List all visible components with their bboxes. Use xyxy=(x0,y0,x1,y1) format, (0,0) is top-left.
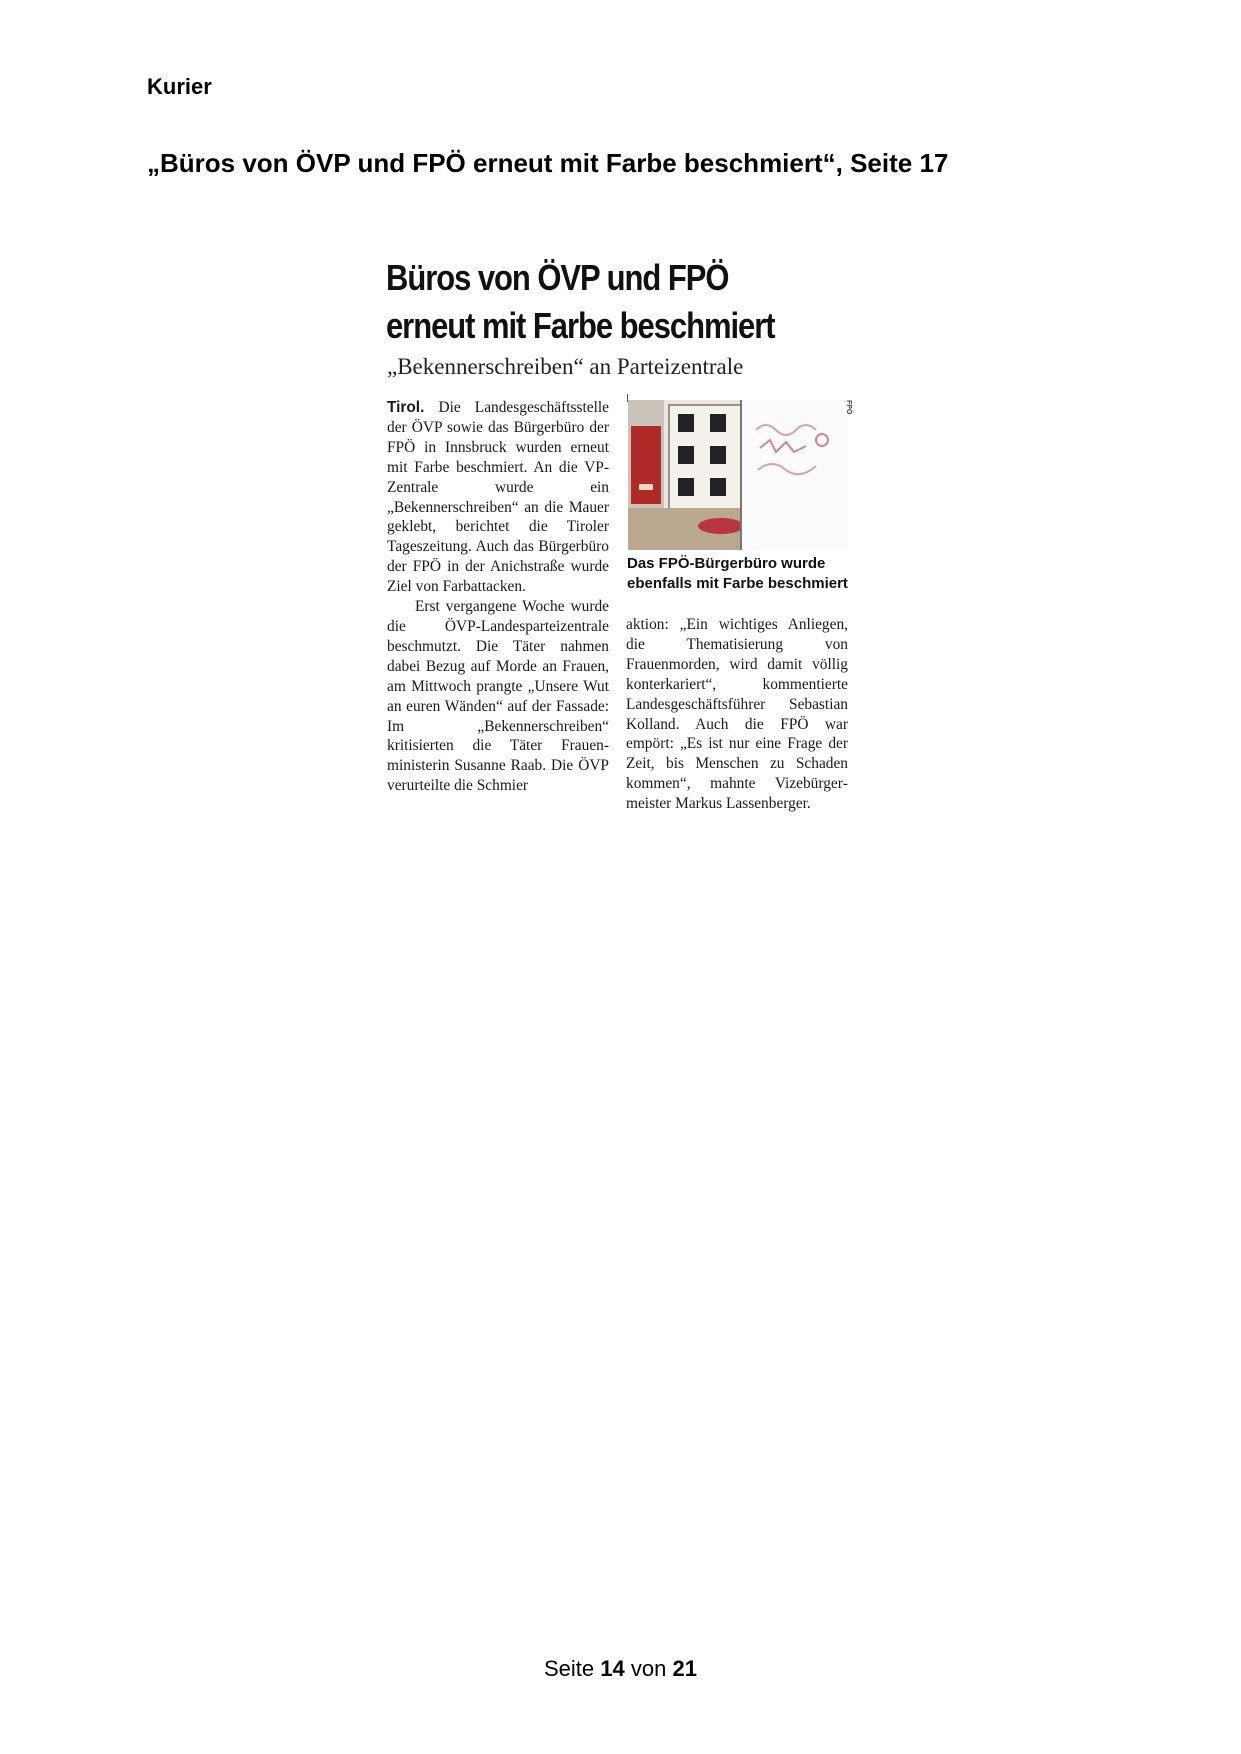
publication-name: Kurier xyxy=(147,74,212,99)
footer-prefix: Seite xyxy=(544,1656,595,1681)
document-title: „Büros von ÖVP und FPÖ erneut mit Farbe beschmiert“, Seite 17 xyxy=(147,148,949,178)
paragraph-1 xyxy=(387,398,609,597)
graffiti-scribbles xyxy=(752,418,836,488)
article-headline xyxy=(386,254,790,350)
paint-splash xyxy=(698,518,744,534)
dateline: Tirol. xyxy=(387,399,425,416)
headline-line-2: erneut mit Farbe beschmiert xyxy=(386,305,775,346)
article-column-2 xyxy=(626,615,848,814)
paragraph-3: aktion: „Ein wichtiges Anliegen, die Thematisierung von Frauenmorden, wird damit völlig konterkariert“, kommentierte Landesgeschäftsführer Sebastian Kolland. Auch die FPÖ war empört: „Es ist nur eine Frage der Zeit, bis Menschen zu Schaden kommen“, mahnte Vizebürgermeister Markus Lassenberger. xyxy=(626,616,848,813)
article-photo xyxy=(628,400,848,550)
paragraph-1-text: Die Landesgeschäftsstelle der ÖVP sowie das Bürgerbüro der FPÖ in Innsbruck wurden erneut mit Farbe beschmiert. An die VP-Zentrale wurde ein „Bekennerschreiben“ an die Mauer geklebt, berichtet die Tiroler Tageszeitung. Auch das Bürgerbüro der FPÖ in der Anichstraße wurde Ziel von Farbattacken. xyxy=(387,399,609,596)
page-footer xyxy=(0,1656,1241,1682)
photo-caption: Das FPÖ-Bürgerbüro wurde ebenfalls mit Farbe beschmiert xyxy=(627,555,848,592)
total-page-count: 21 xyxy=(672,1656,697,1681)
article-column-1 xyxy=(387,398,609,796)
headline-line-1: Büros von ÖVP und FPÖ xyxy=(386,257,729,298)
newspaper-clipping xyxy=(378,248,858,838)
paragraph-2: Erst vergangene Woche wurde die ÖVP-Landesparteizentrale beschmutzt. Die Täter nahmen dabei Bezug auf Morde an Frauen, am Mittwoch prangte „Unsere Wut an euren Wänden“ auf der Fassade: Im „Bekennerschreiben“ kritisierten die Täter Frauenministerin Susanne Raab. Die ÖVP verurteilte die Schmier xyxy=(387,598,609,795)
photo-credit: FPÖ xyxy=(845,400,852,415)
article-subheadline: „Bekennerschreiben“ an Parteizentrale xyxy=(387,354,744,379)
mailbox xyxy=(631,426,661,504)
current-page-number: 14 xyxy=(600,1656,625,1681)
footer-middle: von xyxy=(630,1656,667,1681)
glass-door xyxy=(668,404,744,512)
